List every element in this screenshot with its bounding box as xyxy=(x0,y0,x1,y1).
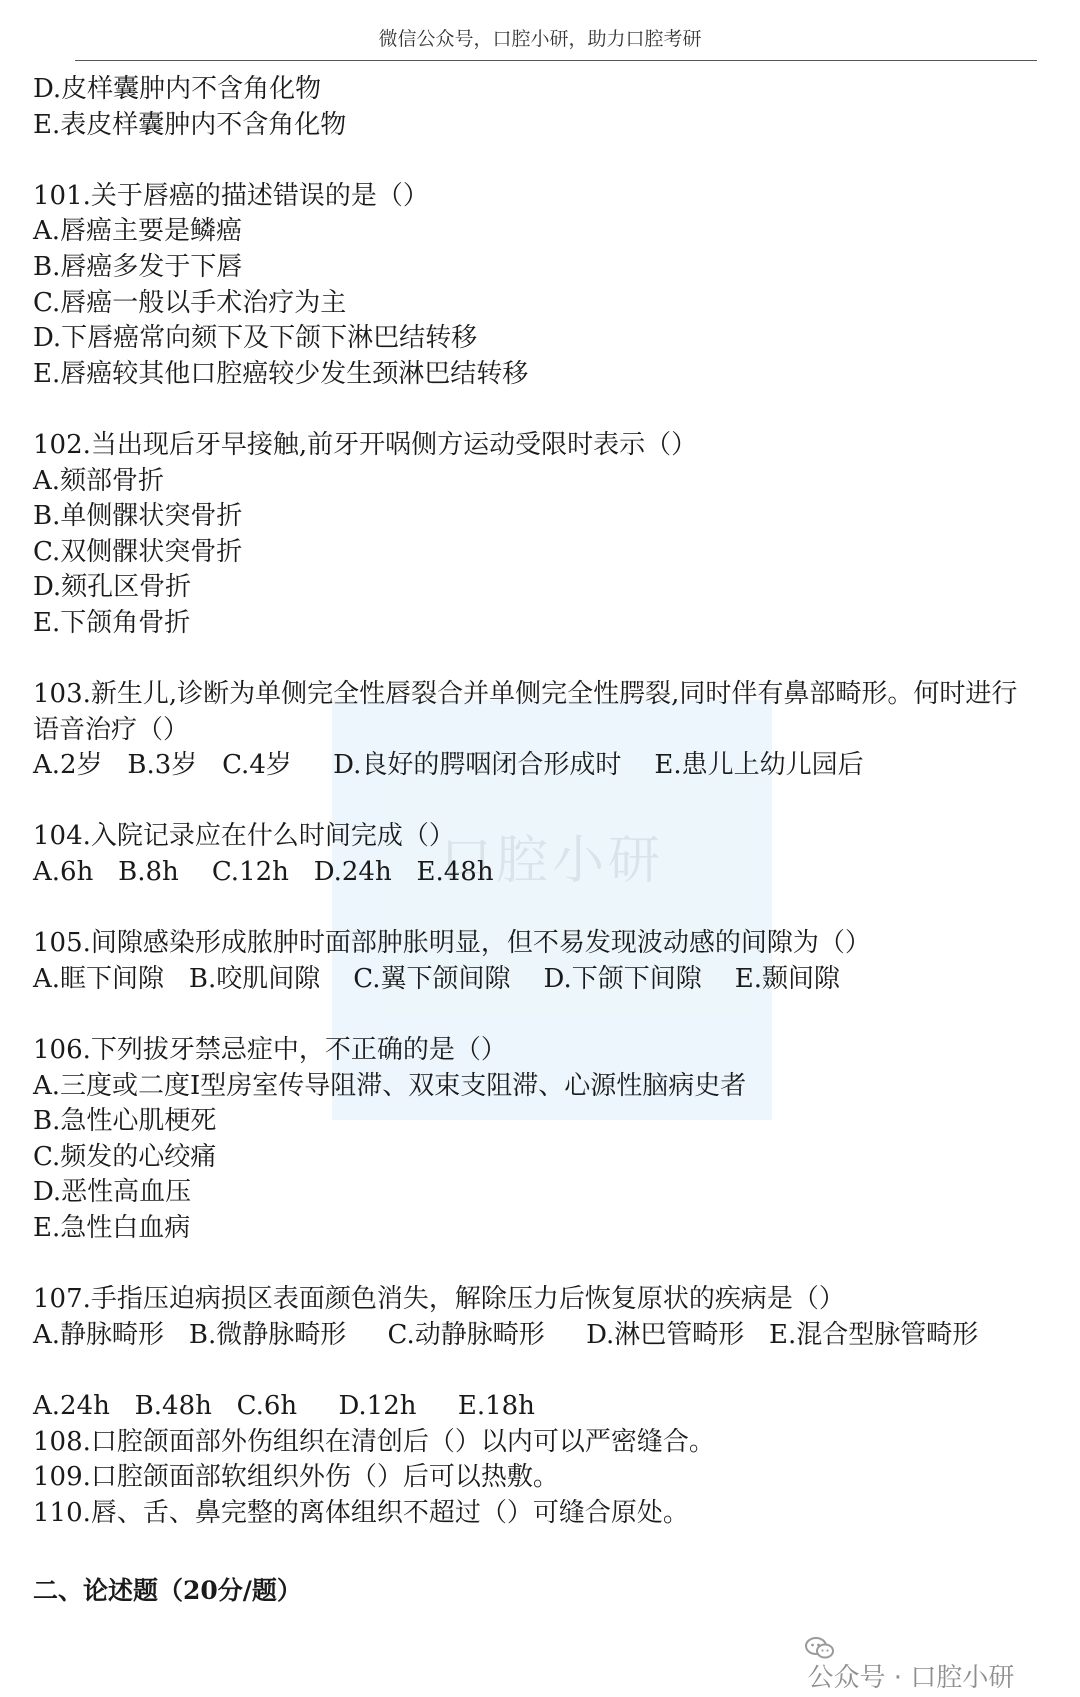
question-stem: 110.唇、舌、鼻完整的离体组织不超过（）可缝合原处。 xyxy=(33,1497,689,1528)
section-heading: 二、论述题（20分/题） xyxy=(33,1576,302,1605)
answer-option: D.恶性高血压 xyxy=(33,1177,192,1208)
answer-option: C.唇癌一般以手术治疗为主 xyxy=(33,287,347,318)
question-stem: 101.关于唇癌的描述错误的是（） xyxy=(33,180,429,211)
question-stem: 106.下列拔牙禁忌症中，不正确的是（） xyxy=(33,1035,507,1066)
answer-option: A.唇癌主要是鳞癌 xyxy=(33,216,243,247)
blank-line xyxy=(33,143,1073,179)
answer-option: E.急性白血病 xyxy=(33,1213,191,1243)
blank-line xyxy=(33,997,1073,1033)
question-stem: 102.当出现后牙早接触,前牙开㖞侧方运动受限时表示（） xyxy=(33,429,698,460)
blank-line xyxy=(33,1353,1073,1389)
answer-option: A.颏部骨折 xyxy=(33,465,165,496)
blank-line xyxy=(33,1247,1073,1283)
answer-option: B.唇癌多发于下唇 xyxy=(33,251,243,282)
answer-option: A.2岁 B.3岁 C.4岁 D.良好的腭咽闭合形成时 E.患儿上幼儿园后 xyxy=(33,750,864,781)
answer-option: B.单侧髁状突骨折 xyxy=(33,501,243,532)
answer-option: C.频发的心绞痛 xyxy=(33,1141,217,1172)
text-line: 语音治疗（） xyxy=(33,714,190,745)
answer-option: D.下唇癌常向颏下及下颌下淋巴结转移 xyxy=(33,323,478,354)
answer-option: A.静脉畸形 B.微静脉畸形 C.动静脉畸形 D.淋巴管畸形 E.混合型脉管畸形 xyxy=(33,1319,979,1350)
watermark-text: 口腔小研 xyxy=(439,831,664,891)
answer-option: A.24h B.48h C.6h D.12h E.18h xyxy=(33,1390,535,1421)
header-title: 微信公众号，口腔小研，助力口腔考研 xyxy=(378,28,702,50)
header-divider xyxy=(75,60,1037,61)
answer-option: A.眶下间隙 B.咬肌间隙 C.翼下颌间隙 D.下颌下间隙 E.颞间隙 xyxy=(33,963,841,994)
answer-option: C.双侧髁状突骨折 xyxy=(33,536,243,567)
answer-option: E.表皮样囊肿内不含角化物 xyxy=(33,109,347,140)
wechat-icon xyxy=(772,1606,802,1630)
answer-option: B.急性心肌梗死 xyxy=(33,1106,217,1137)
answer-option: D.颏孔区骨折 xyxy=(33,572,192,603)
answer-option: A.三度或二度Ⅰ型房室传导阻滞、双束支阻滞、心源性脑病史者 xyxy=(33,1070,747,1101)
question-stem: 108.口腔颌面部外伤组织在清创后（）以内可以严密缝合。 xyxy=(33,1426,715,1457)
answer-option: D.皮样囊肿内不含角化物 xyxy=(33,74,322,104)
page-header xyxy=(0,0,1080,62)
answer-option: E.唇癌较其他口腔癌较少发生颈淋巴结转移 xyxy=(33,358,529,389)
question-stem: 109.口腔颌面部软组织外伤（）后可以热敷。 xyxy=(33,1462,559,1493)
question-stem: 105.间隙感染形成脓肿时面部肿胀明显，但不易发现波动感的间隙为（） xyxy=(33,928,871,959)
blank-line xyxy=(33,642,1073,678)
answer-option: E.下颌角骨折 xyxy=(33,607,191,638)
blank-line xyxy=(33,784,1073,820)
question-stem: 103.新生儿,诊断为单侧完全性唇裂合并单侧完全性腭裂,同时伴有鼻部畸形。何时进行 xyxy=(33,679,1018,710)
footer-watermark xyxy=(755,1576,1014,1694)
question-list xyxy=(33,72,1073,1531)
blank-line xyxy=(33,891,1073,927)
question-stem: 104.入院记录应在什么时间完成（） xyxy=(33,821,455,852)
question-stem: 107.手指压迫病损区表面颜色消失，解除压力后恢复原状的疾病是（） xyxy=(33,1284,845,1315)
blank-line xyxy=(33,392,1073,428)
footer-text: 公众号 · 口腔小研 xyxy=(807,1663,1015,1693)
answer-option: A.6h B.8h C.12h D.24h E.48h xyxy=(33,857,494,888)
